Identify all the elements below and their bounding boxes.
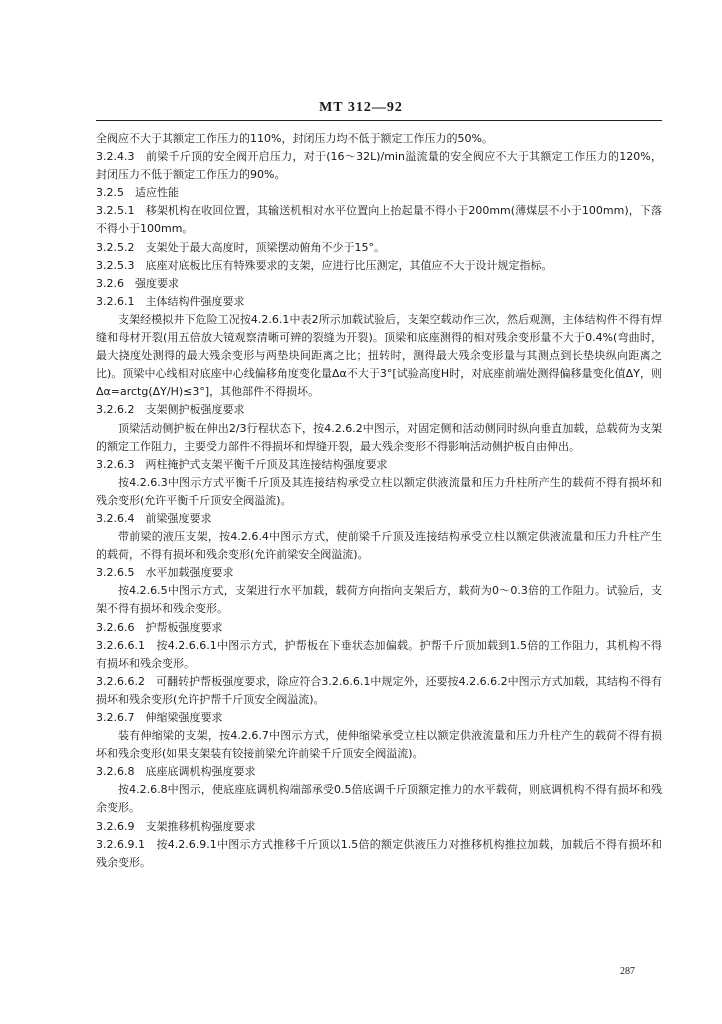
paragraph: 3.2.6 强度要求 bbox=[96, 276, 179, 290]
paragraph: 按4.2.6.8中图示，使底座底调机构端部承受0.5倍底调千斤顶额定推力的水平载荷，则底调机构不得有损坏和残余变形。 bbox=[96, 783, 662, 815]
paragraph: 3.2.6.8 底座底调机构强度要求 bbox=[96, 765, 256, 779]
standard-code-header: MT 312—92 bbox=[319, 100, 403, 115]
paragraph: 3.2.6.1 主体结构件强度要求 bbox=[96, 294, 245, 308]
paragraph: 3.2.6.5 水平加载强度要求 bbox=[96, 566, 234, 580]
header-rule bbox=[96, 120, 662, 121]
paragraph: 3.2.6.6.1 按4.2.6.6.1中图示方式，护帮板在下垂状态加偏载。护帮千斤顶加载到1.5倍的工作阻力，其机构不得有损坏和残余变形。 bbox=[96, 638, 662, 670]
paragraph: 顶梁活动侧护板在伸出2/3行程状态下，按4.2.6.2中图示，对固定侧和活动侧同时纵向垂直加载，总载荷为支架的额定工作阻力，主要受力部件不得损坏和焊缝开裂，最大残余变形不得影响活动侧护板自由伸出。 bbox=[96, 421, 662, 453]
paragraph: 3.2.5.3 底座对底板比压有特殊要求的支架，应进行比压测定，其值应不大于设计规定指标。 bbox=[96, 258, 553, 272]
paragraph: 支架经模拟井下危险工况按4.2.6.1中表2所示加载试验后，支架空载动作三次，然后观测，主体结构件不得有焊缝和母材开裂(用五倍放大镜观察清晰可辨的裂缝为开裂)。顶梁和底座测得的相对残余变形量不大于0.4%(弯曲时，最大挠度处测得的最大残余变形与两垫块间距离之比；扭转时，测得最大残余变形量与其测点到长垫块纵向距离之比)。顶梁中心线相对底座中心线偏移角度变化量Δα不大于3°[试验高度H时，对底座前端处测得偏移量变化值ΔY，则Δα=arctg(ΔY/H)≤3°]，其他部件不得损坏。 bbox=[96, 312, 662, 399]
paragraph: 3.2.6.6.2 可翻转护帮板强度要求，除应符合3.2.6.6.1中规定外，还要按4.2.6.6.2中图示方式加载，其结构不得有损坏和残余变形(允许护帮千斤顶安全阀溢流)。 bbox=[96, 674, 662, 706]
paragraph: 3.2.6.9 支架推移机构强度要求 bbox=[96, 819, 256, 833]
body-text bbox=[96, 130, 662, 872]
paragraph: 全阀应不大于其额定工作压力的110%，封闭压力均不低于额定工作压力的50%。 bbox=[96, 132, 493, 145]
paragraph: 装有伸缩梁的支架，按4.2.6.7中图示方式，使伸缩梁承受立柱以额定供液流量和压力升柱产生的载荷不得有损坏和残余变形(如果支架装有铰接前梁允许前梁千斤顶安全阀溢流)。 bbox=[96, 729, 662, 761]
paragraph: 3.2.5.2 支架处于最大高度时，顶梁摆动俯角不少于15°。 bbox=[96, 240, 385, 254]
paragraph: 3.2.5.1 移架机构在收回位置，其输送机相对水平位置向上抬起量不得小于200mm(薄煤层不小于100mm)，下落不得小于100mm。 bbox=[96, 204, 662, 236]
paragraph: 3.2.6.3 两柱掩护式支架平衡千斤顶及其连接结构强度要求 bbox=[96, 457, 388, 471]
paragraph: 3.2.5 适应性能 bbox=[96, 186, 179, 200]
paragraph: 3.2.6.9.1 按4.2.6.9.1中图示方式推移千斤顶以1.5倍的额定供液压力对推移机构推拉加载，加载后不得有损坏和残余变形。 bbox=[96, 837, 662, 869]
paragraph: 3.2.4.3 前梁千斤顶的安全阀开启压力，对于(16～32L)/min溢流量的安全阀应不大于其额定工作压力的120%，封闭压力不低于额定工作压力的90%。 bbox=[96, 150, 662, 182]
paragraph: 3.2.6.7 伸缩梁强度要求 bbox=[96, 711, 223, 724]
paragraph: 3.2.6.4 前梁强度要求 bbox=[96, 511, 212, 525]
paragraph: 按4.2.6.3中图示方式平衡千斤顶及其连接结构承受立柱以额定供液流量和压力升柱所产生的载荷不得有损坏和残余变形(允许平衡千斤顶安全阀溢流)。 bbox=[96, 475, 662, 507]
paragraph: 3.2.6.6 护帮板强度要求 bbox=[96, 620, 223, 634]
paragraph: 带前梁的液压支架，按4.2.6.4中图示方式，使前梁千斤顶及连接结构承受立柱以额定供液流量和压力升柱产生的载荷，不得有损坏和残余变形(允许前梁安全阀溢流)。 bbox=[96, 530, 662, 562]
paragraph: 按4.2.6.5中图示方式，支架进行水平加载，载荷方向指向支架后方，载荷为0～0.3倍的工作阻力。试验后，支架不得有损坏和残余变形。 bbox=[96, 584, 662, 616]
paragraph: 3.2.6.2 支架侧护板强度要求 bbox=[96, 403, 245, 417]
page-number: 287 bbox=[620, 966, 635, 977]
